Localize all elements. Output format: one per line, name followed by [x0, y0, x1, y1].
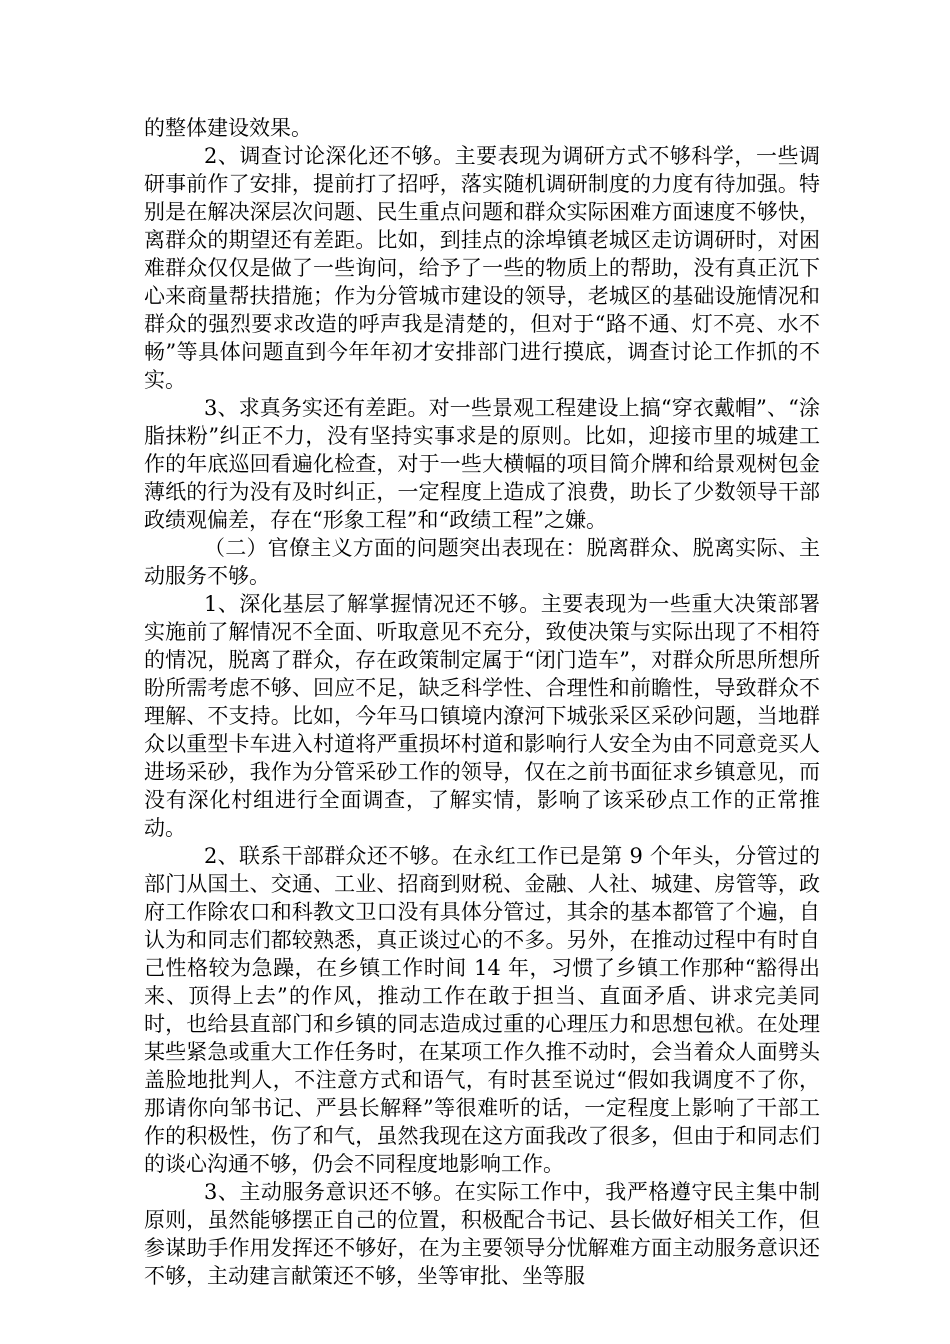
paragraph-service-awareness: 3、主动服务意识还不够。在实际工作中，我严格遵守民主集中制原则，虽然能够摆正自己的位置，积极配合书记、县长做好相关工作，但参谋助手作用发挥还不够好，在为主要领导分忧解难方面主动服务意识还不够，主动建言献策还不够，坐等审批、坐等服	[144, 1180, 820, 1288]
document-page	[144, 114, 820, 1290]
paragraph-continuation: 的整体建设效果。	[144, 116, 312, 140]
paragraph-contact-cadres: 2、联系干部群众还不够。在永红工作已是第 9 个年头，分管过的部门从国土、交通、工业、招商到财税、金融、人社、城建、房管等，政府工作除农口和科教文卫口没有具体分管过，其余的基本都管了个遍，自认为和同志们都较熟悉，真正谈过心的不多。另外，在推动过程中有时自己性格较为急躁，在乡镇工作时间 14 年，习惯了乡镇工作那种“豁得出来、顶得上去”的作风，推动工作在敢于担当、直面矛盾、讲求完美同时，也给县直部门和乡镇的同志造成过重的心理压力和思想包袱。在处理某些紧急或重大工作任务时，在某项工作久推不动时，会当着众人面劈头盖脸地批判人，不注意方式和语气，有时甚至说过“假如我调度不了你，那请你向邹书记、严县长解释”等很难听的话，一定程度上影响了干部工作的积极性，伤了和气，虽然我现在这方面我改了很多，但由于和同志们的谈心沟通不够，仍会不同程度地影响工作。	[144, 844, 820, 1176]
section-heading-bureaucratism: （二）官僚主义方面的问题突出表现在：脱离群众、脱离实际、主动服务不够。	[144, 536, 820, 588]
paragraph-grassroots-understanding: 1、深化基层了解掌握情况还不够。主要表现为一些重大决策部署实施前了解情况不全面、听取意见不充分，致使决策与实际出现了不相符的情况，脱离了群众，存在政策制定属于“闭门造车”，对群众所思所想所盼所需考虑不够、回应不足，缺乏科学性、合理性和前瞻性，导致群众不理解、不支持。比如，今年马口镇境内潦河下城张采区采砂问题，当地群众以重型卡车进入村道将严重损坏村道和影响行人安全为由不同意竞买人进场采砂，我作为分管采砂工作的领导，仅在之前书面征求乡镇意见，而没有深化村组进行全面调查，了解实情，影响了该采砂点工作的正常推动。	[144, 592, 820, 840]
paragraph-seeking-truth: 3、求真务实还有差距。对一些景观工程建设上搞“穿衣戴帽”、“涂脂抹粉”纠正不力，没有坚持实事求是的原则。比如，迎接市里的城建工作的年底巡回看遍化检查，对于一些大横幅的项目简介牌和给景观树包金薄纸的行为没有及时纠正，一定程度上造成了浪费，助长了少数领导干部政绩观偏差，存在“形象工程”和“政绩工程”之嫌。	[144, 396, 820, 532]
paragraph-investigation-discussion: 2、调查讨论深化还不够。主要表现为调研方式不够科学，一些调研事前作了安排，提前打了招呼，落实随机调研制度的力度有待加强。特别是在解决深层次问题、民生重点问题和群众实际困难方面速度不够快，离群众的期望还有差距。比如，到挂点的涂埠镇老城区走访调研时，对困难群众仅仅是做了一些询问，给予了一些的物质上的帮助，没有真正沉下心来商量帮扶措施；作为分管城市建设的领导，老城区的基础设施情况和群众的强烈要求改造的呼声我是清楚的，但对于“路不通、灯不亮、水不畅”等具体问题直到今年年初才安排部门进行摸底，调查讨论工作抓的不实。	[144, 144, 820, 392]
